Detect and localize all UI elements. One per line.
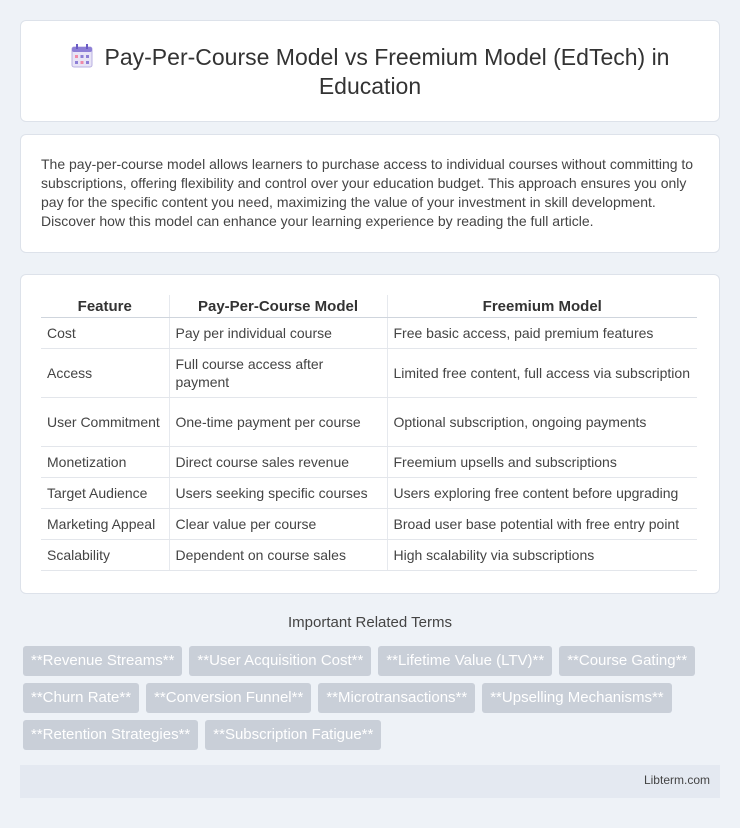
- cell-feature: User Commitment: [41, 398, 169, 447]
- related-term-tag[interactable]: **Microtransactions**: [318, 683, 475, 713]
- description-text: The pay-per-course model allows learners to purchase access to individual courses without committing to subscriptions, offering flexibility and control over your education budget. This approach ensures you only pay for the specific content you need, maximizing the value of your investment in skill development. Discover how this model can enhance your learning experience by reading the full article.: [41, 156, 694, 229]
- related-term-tag[interactable]: **Conversion Funnel**: [146, 683, 311, 713]
- cell-feature: Cost: [41, 318, 169, 349]
- cell-feature: Marketing Appeal: [41, 509, 169, 540]
- cell-freemium: Optional subscription, ongoing payments: [387, 398, 697, 447]
- cell-freemium: Free basic access, paid premium features: [387, 318, 697, 349]
- cell-feature: Access: [41, 349, 169, 398]
- title-card: [20, 20, 720, 122]
- cell-pay-per-course: Full course access after payment: [169, 349, 387, 398]
- cell-freemium: Users exploring free content before upgrading: [387, 478, 697, 509]
- page-title-text: Pay-Per-Course Model vs Freemium Model (EdTech) in Education: [104, 44, 670, 99]
- cell-feature: Target Audience: [41, 478, 169, 509]
- cell-pay-per-course: Clear value per course: [169, 509, 387, 540]
- related-term-tag[interactable]: **Course Gating**: [559, 646, 695, 676]
- related-term-tag[interactable]: **Churn Rate**: [23, 683, 139, 713]
- cell-pay-per-course: One-time payment per course: [169, 398, 387, 447]
- header-feature: Feature: [41, 295, 169, 318]
- comparison-table: [41, 295, 697, 571]
- cell-pay-per-course: Pay per individual course: [169, 318, 387, 349]
- header-freemium: Freemium Model: [387, 295, 697, 318]
- cell-pay-per-course: Dependent on course sales: [169, 540, 387, 571]
- cell-freemium: Freemium upsells and subscriptions: [387, 447, 697, 478]
- table-row: [41, 398, 697, 447]
- cell-feature: Monetization: [41, 447, 169, 478]
- related-term-tag[interactable]: **Revenue Streams**: [23, 646, 182, 676]
- cell-pay-per-course: Direct course sales revenue: [169, 447, 387, 478]
- related-term-tag[interactable]: **Retention Strategies**: [23, 720, 198, 750]
- page-title: [61, 43, 679, 101]
- related-terms-title: Important Related Terms: [288, 614, 452, 631]
- header-pay-per-course: Pay-Per-Course Model: [169, 295, 387, 318]
- cell-feature: Scalability: [41, 540, 169, 571]
- calendar-grid-icon: [71, 44, 93, 68]
- table-row: [41, 509, 697, 540]
- table-row: [41, 318, 697, 349]
- footer: [20, 765, 720, 798]
- related-term-tag[interactable]: **Upselling Mechanisms**: [482, 683, 671, 713]
- table-row: [41, 478, 697, 509]
- cell-pay-per-course: Users seeking specific courses: [169, 478, 387, 509]
- footer-site-link[interactable]: Libterm.com: [643, 773, 710, 787]
- table-row: [41, 349, 697, 398]
- table-row: [41, 540, 697, 571]
- cell-freemium: Broad user base potential with free entry point: [387, 509, 697, 540]
- cell-freemium: High scalability via subscriptions: [387, 540, 697, 571]
- related-term-tag[interactable]: **Lifetime Value (LTV)**: [378, 646, 552, 676]
- related-terms-list: [23, 646, 723, 750]
- cell-freemium: Limited free content, full access via subscription: [387, 349, 697, 398]
- description-card: [20, 134, 720, 253]
- related-term-tag[interactable]: **User Acquisition Cost**: [189, 646, 371, 676]
- table-header-row: [41, 295, 697, 318]
- comparison-table-card: [20, 274, 720, 594]
- related-term-tag[interactable]: **Subscription Fatigue**: [205, 720, 381, 750]
- table-row: [41, 447, 697, 478]
